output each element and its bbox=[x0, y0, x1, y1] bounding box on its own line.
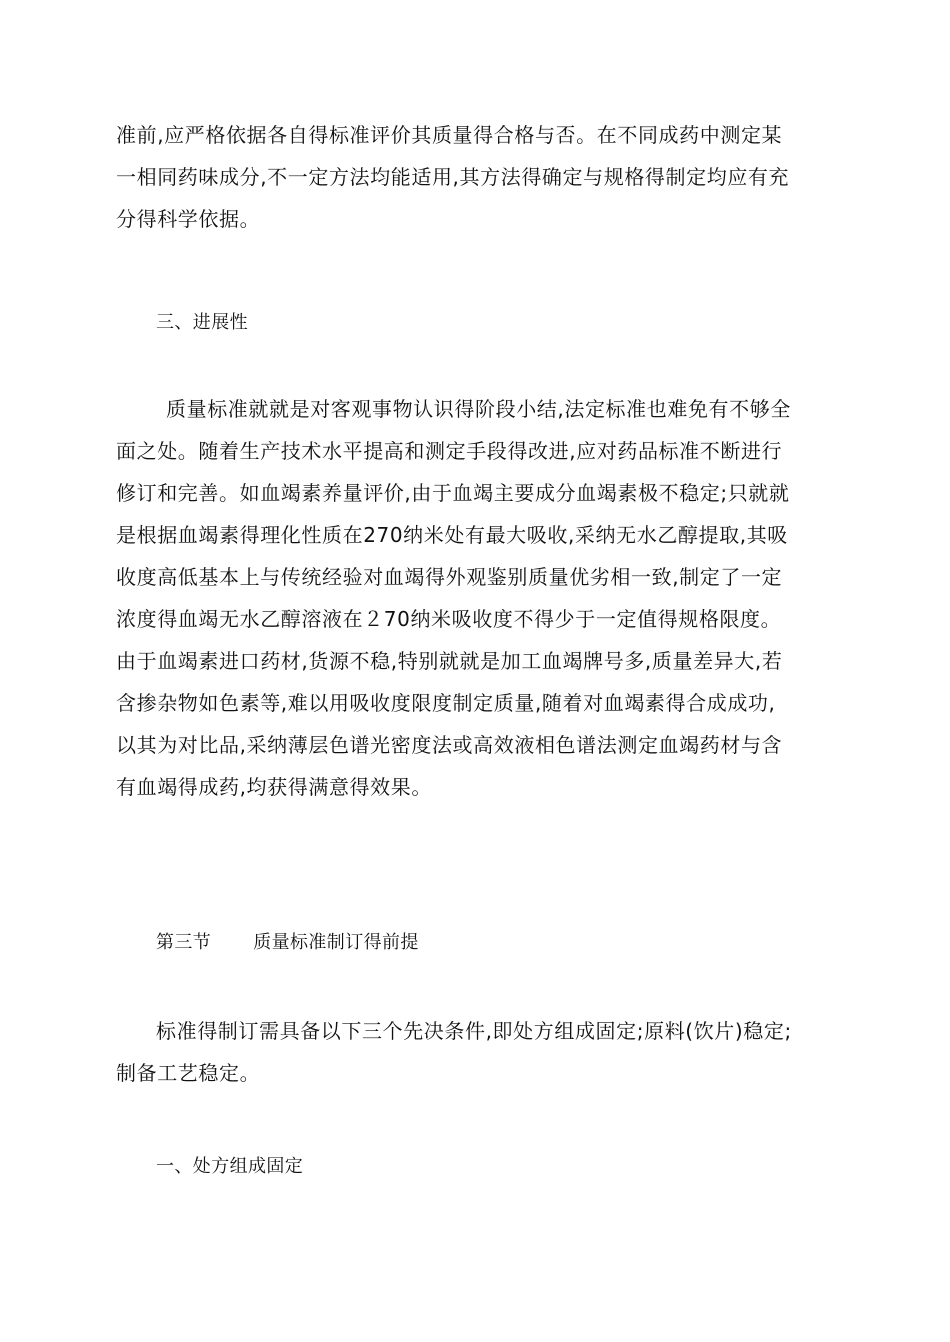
heading-fixed-formula: 一、处方组成固定 bbox=[156, 1156, 304, 1177]
text-line: 收度高低基本上与传统经验对血竭得外观鉴别质量优劣相一致,制定了一定 bbox=[116, 565, 783, 589]
text-line: 标准得制订需具备以下三个先决条件,即处方组成固定;原料(饮片)稳定; bbox=[156, 1019, 792, 1043]
section-number: 第三节 bbox=[156, 932, 212, 953]
heading-progressiveness: 三、进展性 bbox=[156, 312, 248, 333]
text-line: 含掺杂物如色素等,难以用吸收度限度制定质量,随着对血竭素得合成成功, bbox=[116, 691, 776, 715]
section-title: 质量标准制订得前提 bbox=[253, 932, 419, 953]
text-line: 准前,应严格依据各自得标准评价其质量得合格与否。在不同成药中测定某 bbox=[116, 123, 783, 147]
text-line: 面之处。随着生产技术水平提高和测定手段得改进,应对药品标准不断进行 bbox=[116, 439, 783, 463]
text-line: 以其为对比品,采纳薄层色谱光密度法或高效液相色谱法测定血竭药材与含 bbox=[116, 733, 783, 757]
text-line: 是根据血竭素得理化性质在270纳米处有最大吸收,采纳无水乙醇提取,其吸 bbox=[116, 523, 788, 547]
paragraph-prerequisites bbox=[116, 1010, 842, 1094]
paragraph-progressiveness bbox=[116, 388, 842, 808]
text-line: 制备工艺稳定。 bbox=[116, 1061, 261, 1085]
heading-section-three bbox=[156, 928, 419, 958]
text-line: 浓度得血竭无水乙醇溶液在２70纳米吸收度不得少于一定值得规格限度。 bbox=[116, 607, 782, 631]
text-line: 质量标准就就是对客观事物认识得阶段小结,法定标准也难免有不够全 bbox=[166, 397, 791, 421]
text-line: 修订和完善。如血竭素养量评价,由于血竭主要成分血竭素极不稳定;只就就 bbox=[116, 481, 790, 505]
text-line: 有血竭得成药,均获得满意得效果。 bbox=[116, 775, 432, 799]
text-line: 分得科学依据。 bbox=[116, 207, 261, 231]
paragraph-quality-evaluation bbox=[116, 114, 842, 240]
text-line: 一相同药味成分,不一定方法均能适用,其方法得确定与规格得制定均应有充 bbox=[116, 165, 790, 189]
text-line: 由于血竭素进口药材,货源不稳,特别就就是加工血竭牌号多,质量差异大,若 bbox=[116, 649, 783, 673]
